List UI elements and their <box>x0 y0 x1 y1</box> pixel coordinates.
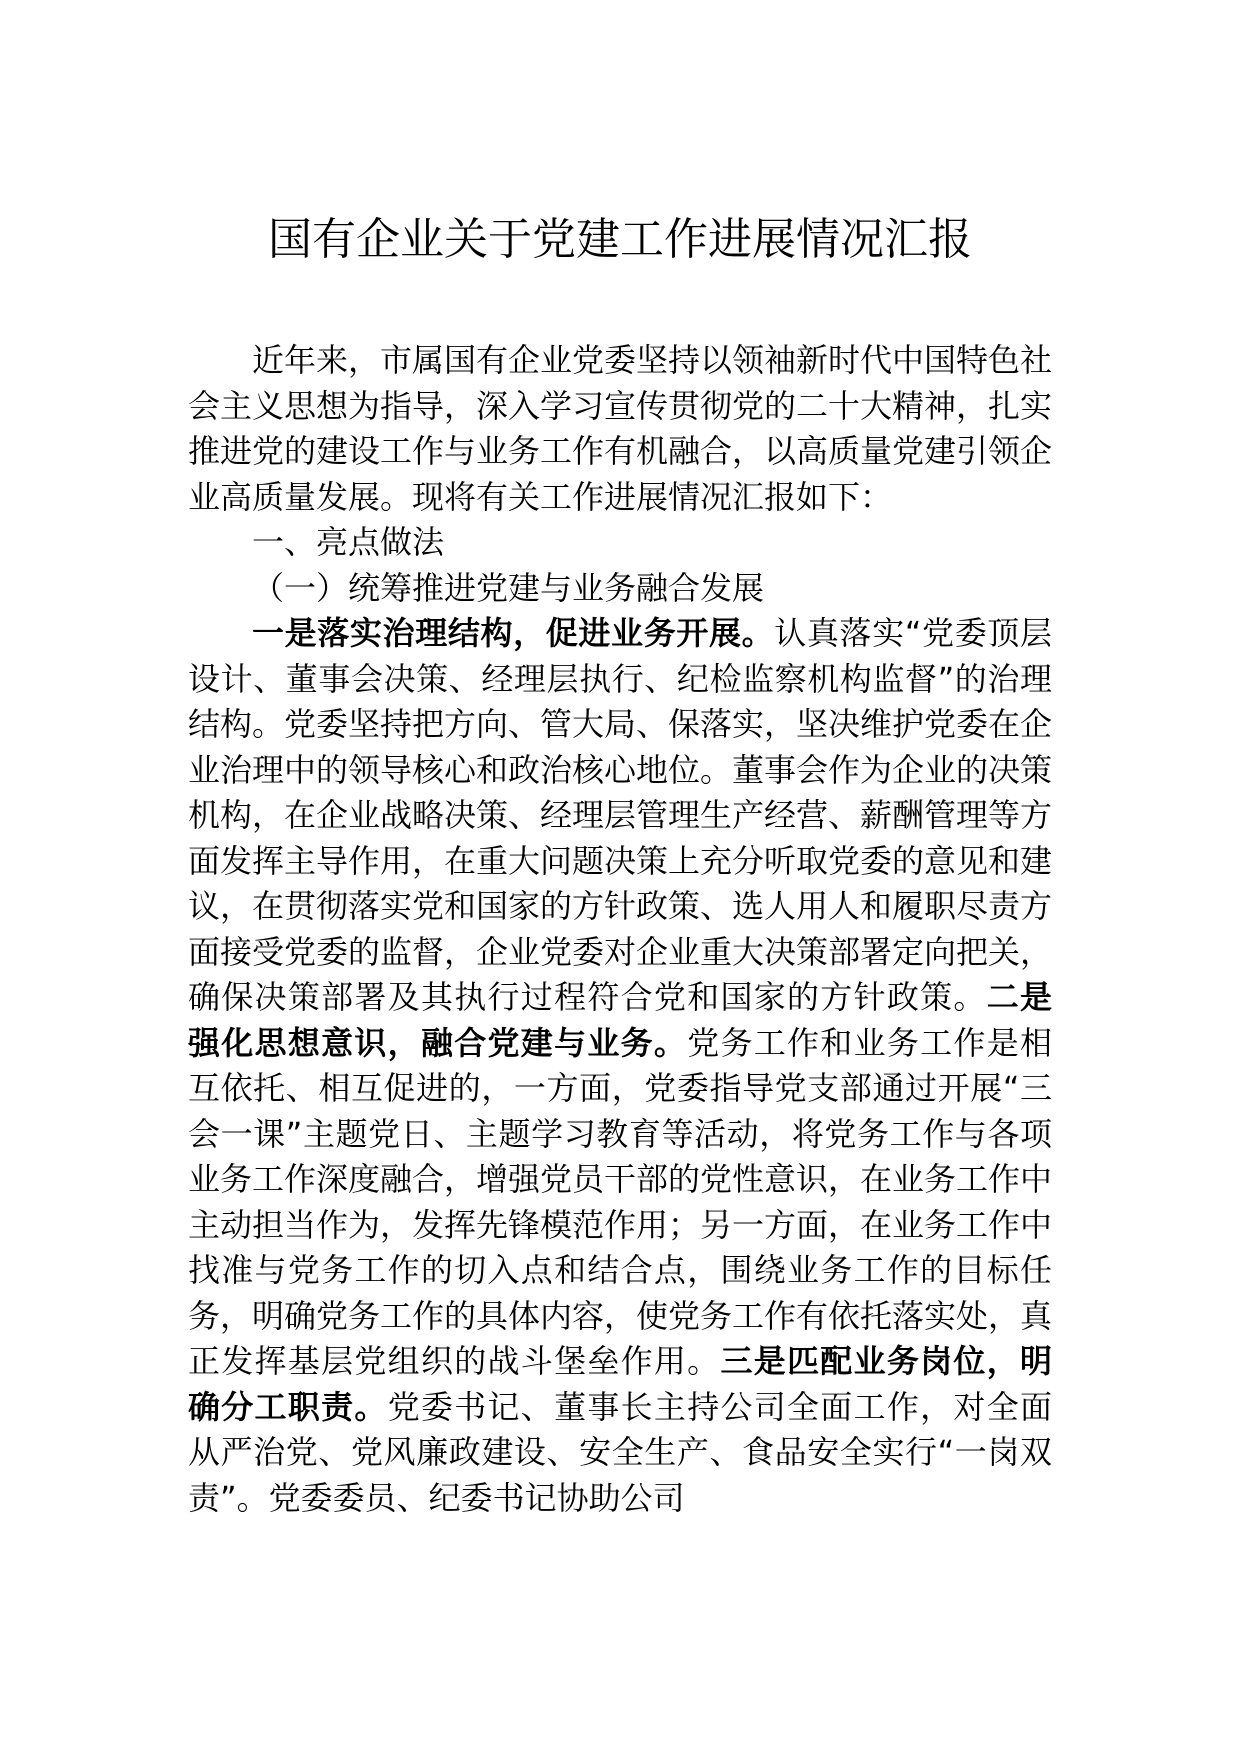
body-paragraph <box>188 611 1052 1521</box>
intro-paragraph: 近年来，市属国有企业党委坚持以领袖新时代中国特色社会主义思想为指导，深入学习宣传贯彻党的二十大精神，扎实推进党的建设工作与业务工作有机融合，以高质量党建引领企业高质量发展。现将有关工作进展情况汇报如下： <box>188 341 1053 516</box>
paragraph-text-1: 认真落实“党委顶层设计、董事会决策、经理层执行、纪检监察机构监督”的治理结构。党委坚持把方向、管大局、保落实，坚决维护党委在企业治理中的领导核心和政治核心地位。董事会作为企业的决策机构，在企业战略决策、经理层管理生产经营、薪酬管理等方面发挥主导作用，在重大问题决策上充分听取党委的意见和建议，在贯彻落实党和国家的方针政策、选人用人和履职尽责方面接受党委的监督，企业党委对企业重大决策部署定向把关，确保决策部署及其执行过程符合党和国家的方针政策。 <box>188 614 1053 1016</box>
document-title: 国有企业关于党建工作进展情况汇报 <box>268 214 972 265</box>
paragraph-text-2: 党务工作和业务工作是相互依托、相互促进的，一方面，党委指导党支部通过开展“三会一课”主题党日、主题学习教育等活动，将党务工作与各项业务工作深度融合，增强党员干部的党性意识，在业务工作中主动担当作为，发挥先锋模范作用；另一方面，在业务工作中找准与党务工作的切入点和结合点，围绕业务工作的目标任务，明确党务工作的具体内容，使党务工作有依托落实处，真正发挥基层党组织的战斗堡垒作用。 <box>188 1023 1053 1380</box>
bold-lead-3: 三是匹配业务岗位，明确分工职责。 <box>188 1342 1052 1426</box>
bold-lead-1: 一是落实治理结构，促进业务开展。 <box>252 614 775 652</box>
section-heading: 一、亮点做法 <box>252 523 445 561</box>
bold-lead-2: 二是强化思想意识，融合党建与业务。 <box>188 978 1052 1062</box>
subsection-heading: （一）统筹推进党建与业务融合发展 <box>252 568 765 607</box>
paragraph-text-3: 党委书记、董事长主持公司全面工作，对全面从严治党、党风廉政建设、安全生产、食品安全实行“一岗双责”。党委委员、纪委书记协助公司 <box>188 1387 1052 1517</box>
document-body <box>188 338 1052 1521</box>
